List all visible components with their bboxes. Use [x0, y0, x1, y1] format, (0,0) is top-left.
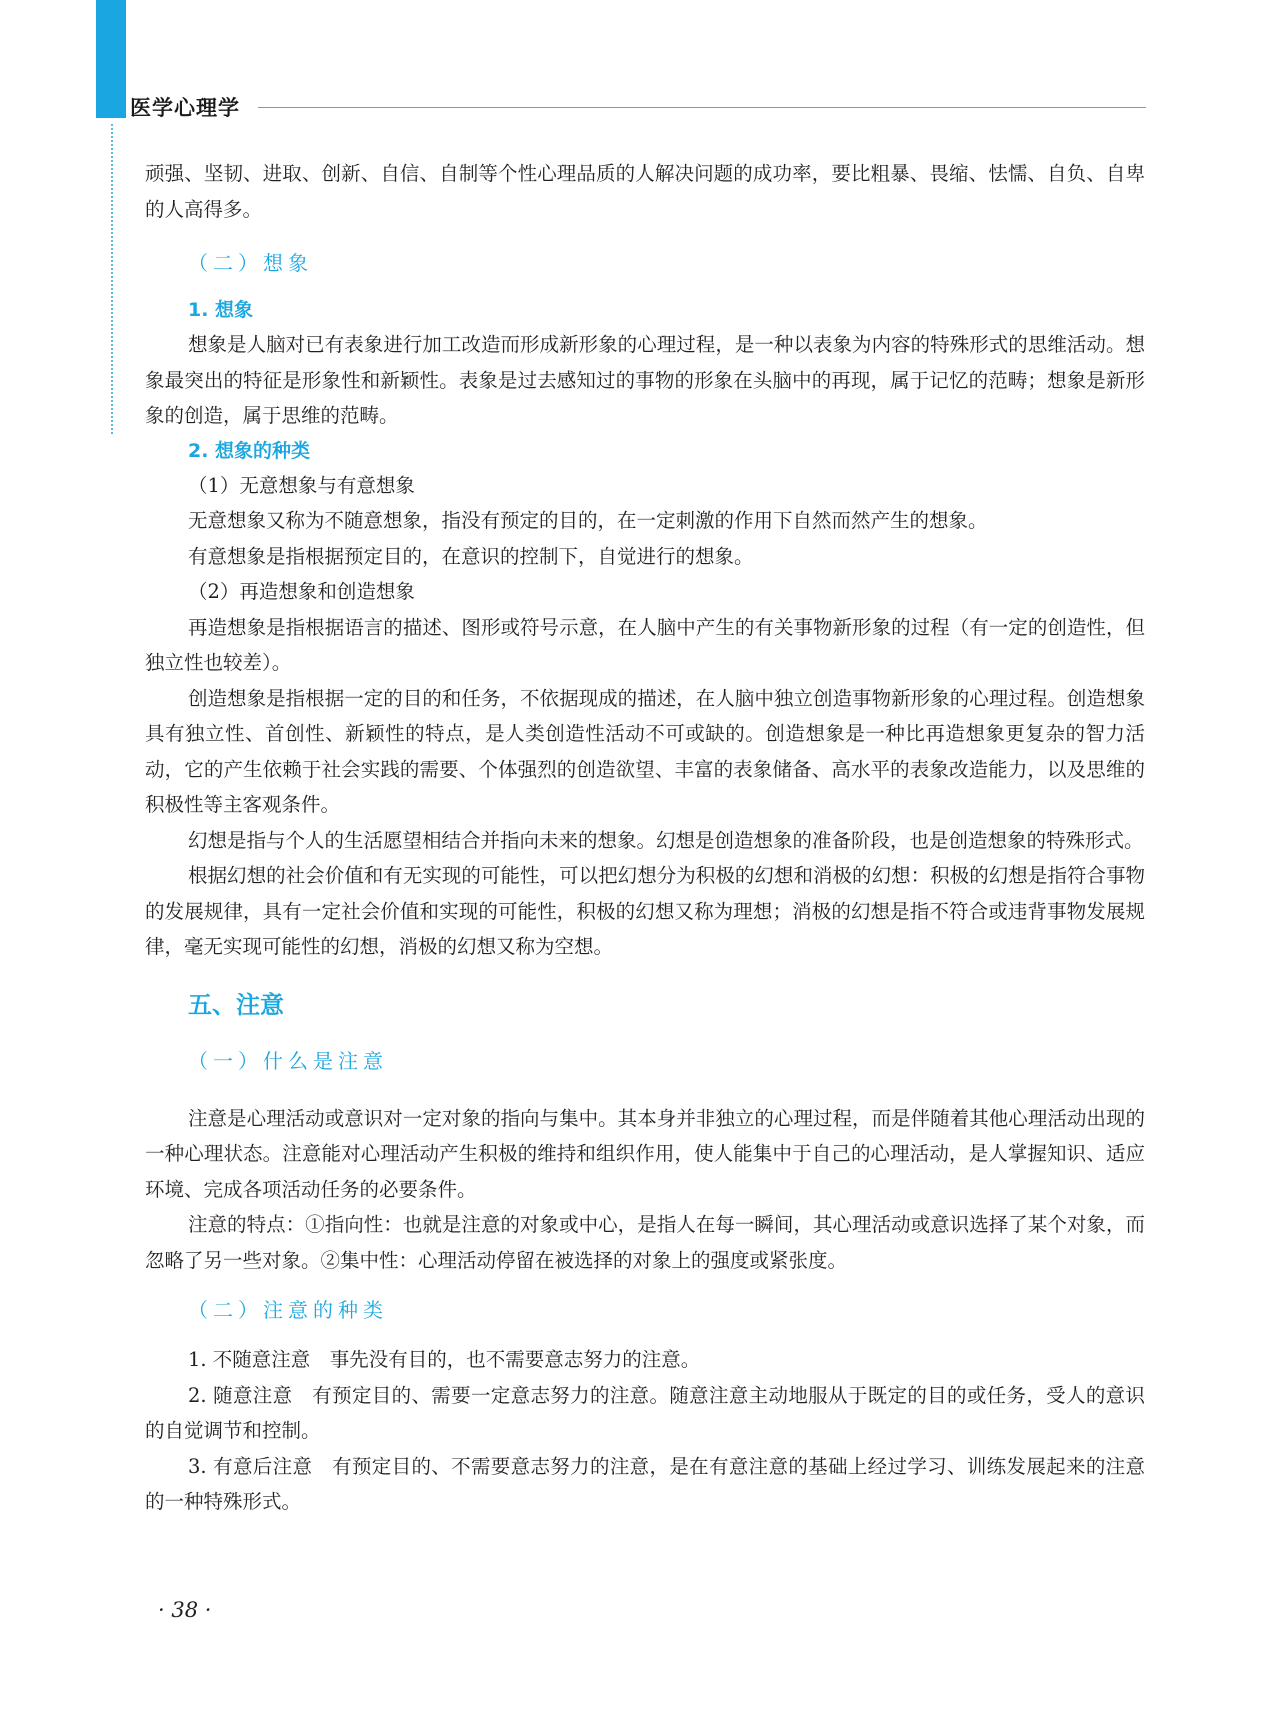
paragraph: 幻想是指与个人的生活愿望相结合并指向未来的想象。幻想是创造想象的准备阶段，也是创造想象的特殊形式。 [188, 828, 1144, 852]
header-tab-bar [96, 0, 126, 118]
paragraph: 2. 随意注意 有预定目的、需要一定意志努力的注意。随意注意主动地服从于既定的目的或任务，受人的意识的自觉调节和控制。 [145, 1383, 1145, 1442]
paragraph: 创造想象是指根据一定的目的和任务，不依据现成的描述，在人脑中独立创造事物新形象的心理过程。创造想象具有独立性、首创性、新颖性的特点，是人类创造性活动不可或缺的。创造想象是一种比再造想象更复杂的智力活动，它的产生依赖于社会实践的需要、个体强烈的创造欲望、丰富的表象储备、高水平的表象改造能力，以及思维的积极性等主客观条件。 [145, 686, 1145, 816]
paragraph: （1）无意想象与有意想象 [188, 473, 415, 497]
paragraph: （2）再造想象和创造想象 [188, 580, 415, 603]
subsection-heading: （二）注意的种类 [188, 1298, 388, 1322]
paragraph: 根据幻想的社会价值和有无实现的可能性，可以把幻想分为积极的幻想和消极的幻想：积极的幻想是指符合事物的发展规律，具有一定社会价值和实现的可能性，积极的幻想又称为理想；消极的幻想是指不符合或违背事物发展规律，毫无实现可能性的幻想，消极的幻想又称为空想。 [145, 864, 1145, 958]
subsection-heading: （一）什么是注意 [188, 1048, 388, 1073]
numbered-heading: 1. 想象 [188, 299, 254, 321]
paragraph: 注意的特点：①指向性：也就是注意的对象或中心，是指人在每一瞬间，其心理活动或意识选择了某个对象，而忽略了另一些对象。②集中性：心理活动停留在被选择的对象上的强度或紧张度。 [145, 1213, 1145, 1272]
subsection-heading: （二）想象 [188, 251, 313, 275]
margin-dotted-line [111, 124, 113, 434]
paragraph: 1. 不随意注意 事先没有目的，也不需要意志努力的注意。 [188, 1348, 701, 1371]
section-heading: 五、注意 [188, 990, 284, 1019]
paragraph: 3. 有意后注意 有预定目的、不需要意志努力的注意，是在有意注意的基础上经过学习、训练发展起来的注意的一种特殊形式。 [145, 1454, 1145, 1513]
paragraph: 有意想象是指根据预定目的，在意识的控制下，自觉进行的想象。 [188, 544, 754, 568]
numbered-heading: 2. 想象的种类 [188, 439, 311, 462]
running-header-title: 医学心理学 [130, 96, 240, 120]
paragraph: 无意想象又称为不随意想象，指没有预定的目的，在一定刺激的作用下自然而然产生的想象。 [188, 509, 988, 532]
header-rule [258, 107, 1146, 108]
page-body [145, 156, 1145, 1520]
paragraph: 顽强、坚韧、进取、创新、自信、自制等个性心理品质的人解决问题的成功率，要比粗暴、畏缩、怯懦、自负、自卑的人高得多。 [145, 162, 1145, 221]
paragraph: 再造想象是指根据语言的描述、图形或符号示意，在人脑中产生的有关事物新形象的过程（有一定的创造性，但独立性也较差）。 [145, 615, 1145, 674]
page-number: · 38 · [158, 1598, 212, 1622]
paragraph: 注意是心理活动或意识对一定对象的指向与集中。其本身并非独立的心理过程，而是伴随着其他心理活动出现的一种心理状态。注意能对心理活动产生积极的维持和组织作用，使人能集中于自己的心理活动，是人掌握知识、适应环境、完成各项活动任务的必要条件。 [145, 1106, 1145, 1201]
paragraph: 想象是人脑对已有表象进行加工改造而形成新形象的心理过程，是一种以表象为内容的特殊形式的思维活动。想象最突出的特征是形象性和新颖性。表象是过去感知过的事物的形象在头脑中的再现，属于记忆的范畴；想象是新形象的创造，属于思维的范畴。 [145, 333, 1145, 427]
